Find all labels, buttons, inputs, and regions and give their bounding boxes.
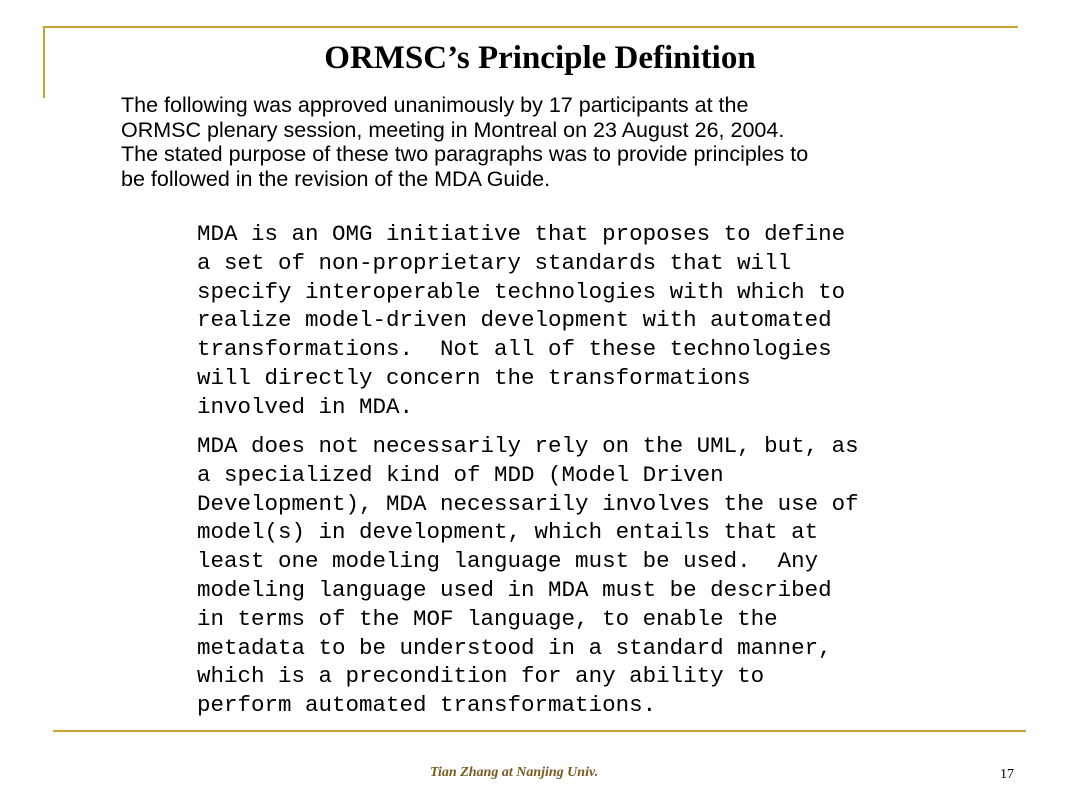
intro-line: The stated purpose of these two paragraphs was to provide principles to [121,142,809,166]
quoted-paragraph-1 [197,220,977,422]
quote-line: which is a precondition for any ability to [197,663,765,690]
quote-line: involved in MDA. [197,393,414,420]
quote-line: a specialized kind of MDD (Model Driven [197,461,724,488]
intro-line: ORMSC plenary session, meeting in Montreal on 23 August 26, 2004. [121,117,785,142]
quote-line: perform automated transformations. [197,692,657,719]
quote-line: transformations. Not all of these technologies [197,336,832,363]
footer-rule [53,730,1026,732]
quote-line: realize model-driven development with automated [197,307,832,334]
quoted-paragraph-2 [197,432,977,720]
quote-line: Development), MDA necessarily involves the use of [197,490,859,517]
footer-author: Tian Zhang at Nanjing Univ. [430,765,599,780]
quote-line: MDA does not necessarily rely on the UML, but, as [197,433,859,459]
top-rule [43,26,1018,28]
intro-line: The following was approved unanimously by 17 participants at the [121,93,749,117]
intro-line: be followed in the revision of the MDA Guide. [121,166,551,191]
quote-line: specify interoperable technologies with which to [197,278,846,305]
quote-line: least one modeling language must be used. Any [197,548,819,575]
page-number: 17 [1000,767,1014,782]
intro-paragraph [121,93,951,191]
quote-line: a set of non-proprietary standards that will [197,249,792,276]
quote-line: model(s) in development, which entails that at [197,519,819,546]
quote-line: will directly concern the transformations [197,364,751,391]
slide-title: ORMSC’s Principle Definition [324,40,756,76]
quote-line: modeling language used in MDA must be described [197,576,832,603]
quote-line: MDA is an OMG initiative that proposes to define [197,221,846,247]
quote-line: in terms of the MOF language, to enable the [197,605,778,632]
quote-line: metadata to be understood in a standard manner, [197,634,832,661]
